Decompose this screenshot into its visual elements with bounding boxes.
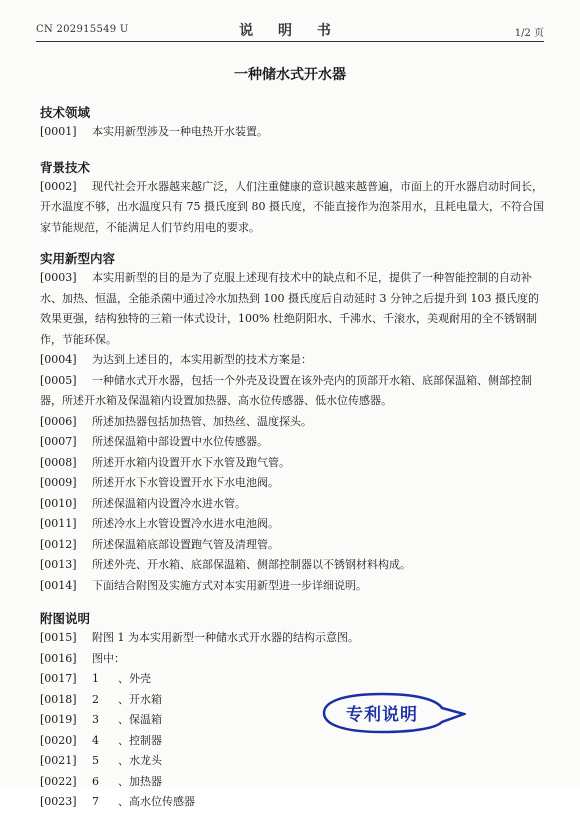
paragraph — [40, 514, 544, 535]
paragraph-number: [0010] — [40, 496, 77, 510]
legend-number: 2 — [92, 692, 99, 706]
paragraph-number: [0019] — [40, 713, 77, 726]
paragraph-text: 所述保温箱中部设置中水位传感器。 — [92, 435, 268, 448]
legend-label: 、控制器 — [118, 733, 162, 747]
legend-label: 、水龙头 — [118, 754, 162, 767]
paragraph-number: [0001] — [40, 125, 77, 138]
legend-number: 1 — [92, 672, 99, 685]
paragraph — [40, 268, 544, 350]
legend-item — [40, 792, 544, 813]
paragraph-number: [0016] — [40, 651, 77, 665]
paragraph-text: 图中： — [92, 651, 125, 665]
header-rule — [36, 41, 544, 42]
legend-label: 、开水箱 — [118, 692, 162, 706]
legend-number: 6 — [92, 774, 99, 788]
legend-label: 、保温箱 — [118, 713, 162, 726]
page-number: 1/2 页 — [514, 28, 544, 39]
paragraph — [40, 628, 544, 649]
paragraph — [40, 576, 544, 597]
paragraph — [40, 535, 544, 556]
legend-item — [40, 710, 544, 731]
paragraph-number: [0006] — [40, 414, 77, 428]
paragraph-number: [0015] — [40, 631, 77, 644]
paragraph-number: [0004] — [40, 353, 77, 366]
legend-item — [40, 669, 544, 690]
paragraph-text: 所述保温箱底部设置跑气管及清理管。 — [92, 537, 279, 551]
page-header — [36, 22, 544, 38]
paragraph-number: [0018] — [40, 692, 77, 706]
paragraph — [40, 555, 544, 576]
legend-item — [40, 772, 544, 793]
paragraph — [40, 473, 544, 494]
paragraph-number: [0021] — [40, 754, 77, 767]
paragraph-number: [0005] — [40, 373, 77, 387]
legend-label: 、加热器 — [118, 774, 162, 788]
paragraph-number: [0014] — [40, 578, 77, 592]
paragraph-number: [0013] — [40, 558, 77, 571]
section-heading-background: 背景技术 — [40, 159, 91, 175]
paragraph-text: 所述冷水上水管设置冷水进水电池阀。 — [92, 517, 279, 530]
paragraph-number: [0017] — [40, 672, 77, 685]
document-title: 一种储水式开水器 — [234, 67, 346, 83]
legend-number: 5 — [92, 754, 99, 767]
paragraph-text: 所述加热器包括加热管、加热丝、温度探头。 — [92, 414, 312, 428]
paragraph-number: [0020] — [40, 733, 77, 747]
paragraph-text: 所述开水下水管设置开水下水电池阀。 — [92, 476, 279, 489]
stamp-text: 专利说明 — [346, 705, 418, 725]
section-heading-tech-field: 技术领域 — [40, 105, 91, 120]
paragraph-number: [0007] — [40, 435, 77, 448]
document-body — [40, 104, 544, 813]
paragraph-text: 附图 1 为本实用新型一种储水式开水器的结构示意图。 — [92, 631, 359, 644]
paragraph-text: 本实用新型涉及一种电热开水装置。 — [92, 125, 268, 138]
paragraph-number: [0002] — [40, 179, 77, 193]
paragraph-text: 现代社会开水器越来越广泛，人们注重健康的意识越来越普遍，市面上的开水器启动时间长，开水温度不够，出水温度只有 75 摄氏度到 80 摄氏度，不能直接作为泡茶用水，且耗电量大，不符合国家节能规范，不能满足人们节约用电的要求。 — [40, 179, 544, 234]
legend-number: 7 — [92, 795, 99, 808]
paragraph-number: [0009] — [40, 476, 77, 489]
paragraph-number: [0011] — [40, 517, 77, 530]
section-heading-drawings: 附图说明 — [40, 611, 91, 626]
paragraph-text: 下面结合附图及实施方式对本实用新型进一步详细说明。 — [92, 578, 367, 592]
paragraph-text: 本实用新型的目的是为了克服上述现有技术中的缺点和不足，提供了一种智能控制的自动补水、加热、恒温，全能杀菌中通过冷水加热到 100 摄氏度后自动延时 3 分钟之后提升到 103 摄氏度的效果更强，结构独特的三箱一体式设计，100% 杜绝阴阳水、千沸水、千滚水，美观耐用的全不锈钢制作，节能环保。 — [40, 271, 539, 346]
legend-item — [40, 731, 544, 752]
paragraph-text: 所述保温箱内设置冷水进水管。 — [92, 496, 246, 510]
paragraph — [40, 371, 544, 412]
paragraph — [40, 432, 544, 453]
paragraph-text: 所述外壳、开水箱、底部保温箱、侧部控制器以不锈钢材料构成。 — [92, 558, 411, 571]
legend-label: 、高水位传感器 — [118, 795, 195, 808]
paragraph — [40, 453, 544, 474]
paragraph-number: [0012] — [40, 537, 77, 551]
paragraph — [40, 649, 544, 670]
legend-number: 3 — [92, 713, 99, 726]
paragraph — [40, 122, 544, 143]
paragraph-text: 所述开水箱内设置开水下水管及跑气管。 — [92, 455, 290, 469]
paragraph — [40, 350, 544, 371]
paragraph-text: 为达到上述目的，本实用新型的技术方案是： — [92, 353, 312, 366]
legend-item — [40, 690, 544, 711]
patent-description-stamp — [318, 690, 466, 736]
legend-item — [40, 751, 544, 772]
legend-label: 、外壳 — [118, 672, 151, 685]
paragraph-number: [0022] — [40, 774, 77, 788]
paragraph — [40, 177, 544, 239]
paragraph-number: [0008] — [40, 455, 77, 469]
section-heading-content: 实用新型内容 — [40, 251, 116, 266]
legend-number: 4 — [92, 733, 99, 747]
paragraph — [40, 412, 544, 433]
paragraph-number: [0003] — [40, 271, 77, 284]
paragraph-number: [0023] — [40, 795, 77, 808]
paragraph — [40, 494, 544, 515]
doc-number: CN 202915549 U — [36, 24, 129, 35]
header-title: 说 明 书 — [239, 23, 341, 39]
paragraph-text: 一种储水式开水器，包括一个外壳及设置在该外壳内的顶部开水箱、底部保温箱、侧部控制器，所述开水箱及保温箱内设置加热器、高水位传感器、低水位传感器。 — [40, 373, 532, 407]
